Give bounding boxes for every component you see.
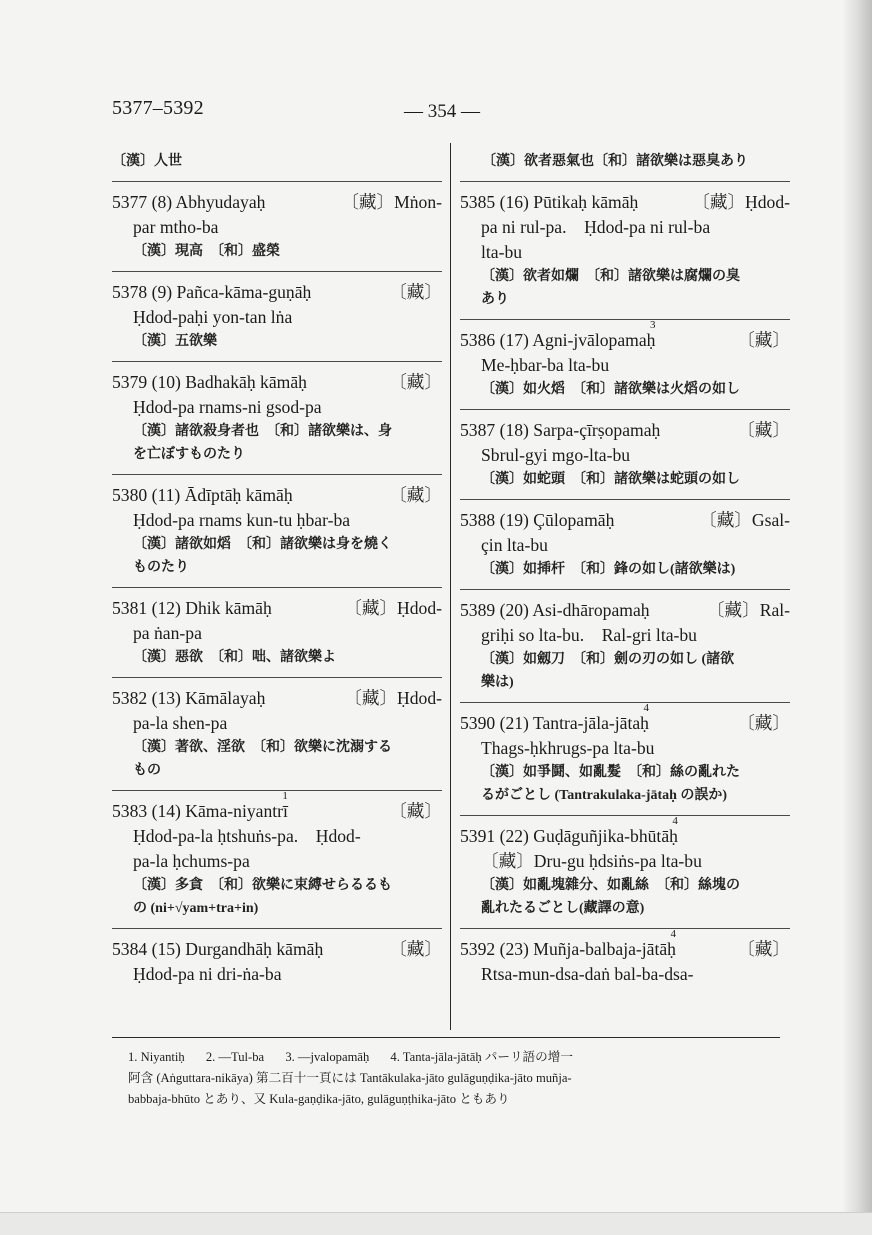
entry-headword: 5389 (20) Asi-dhāropamaḥ xyxy=(460,600,650,620)
right-top-note: 〔漢〕欲者惡氣也〔和〕諸欲樂は惡臭あり xyxy=(482,154,748,169)
entry-note: 〔漢〕五欲樂 xyxy=(133,334,217,349)
entry-note: 〔漢〕如爭鬪、如亂髮 〔和〕絲の亂れた xyxy=(481,765,740,780)
entry-note: 樂は) xyxy=(481,675,514,690)
tibetan-tag: 〔藏〕 xyxy=(389,801,442,821)
headword-text: 5392 (23) Muñja-balbaja-jātāḥ xyxy=(460,939,676,959)
entry-note: ものたり xyxy=(133,560,189,575)
entry-continuation: pa ṅan-pa xyxy=(133,623,202,643)
entry-continuation: Rtsa-mun-dsa-daṅ bal-ba-dsa- xyxy=(481,964,694,984)
entry-headword: 5387 (18) Sarpa-çīrṣopamaḥ xyxy=(460,420,661,440)
dictionary-entry xyxy=(112,790,442,920)
entry-separator xyxy=(112,587,442,588)
entry-note: 〔漢〕如亂塊雜分、如亂絲 〔和〕絲塊の xyxy=(481,878,740,893)
entry-note: 〔漢〕諸欲殺身者也 〔和〕諸欲樂は、身 xyxy=(133,424,392,439)
footnote-mark: 4 xyxy=(670,928,676,940)
dictionary-entry xyxy=(460,319,790,401)
left-column xyxy=(112,150,442,987)
footnote-mark: 4 xyxy=(672,815,678,827)
entry-headword xyxy=(460,815,678,849)
entry-separator xyxy=(460,409,790,410)
left-top-note: 〔漢〕人世 xyxy=(112,154,182,169)
tibetan-tag: 〔藏〕Ḥdod- xyxy=(692,192,790,212)
entry-headline xyxy=(460,702,790,736)
entry-separator xyxy=(460,928,790,929)
entry-continuation: Me-ḥbar-ba lta-bu xyxy=(481,355,610,375)
entry-note: あり xyxy=(481,292,509,307)
entry-continuation: 〔藏〕Dru-gu ḥdsiṅs-pa lta-bu xyxy=(481,851,702,871)
dictionary-entry xyxy=(112,483,442,579)
entry-headline xyxy=(112,790,442,824)
entry-continuation: pa ni rul-pa. Ḥdod-pa ni rul-ba xyxy=(481,217,711,237)
entry-separator xyxy=(460,815,790,816)
page-edge-shadow xyxy=(842,0,872,1234)
entry-headline xyxy=(112,190,442,215)
entry-note: 〔漢〕如劔刀 〔和〕劍の刃の如し (諸欲 xyxy=(481,652,735,667)
page-number: — 354 — xyxy=(404,101,480,122)
entry-headword xyxy=(112,790,288,824)
entry-note: 〔漢〕惡欲 〔和〕咄、諸欲樂よ xyxy=(133,650,336,665)
entry-note: 〔漢〕著欲、淫欲 〔和〕欲樂に沈溺する xyxy=(133,740,392,755)
entry-note: 〔漢〕如揷杆 〔和〕鋒の如し(諸欲樂は) xyxy=(481,562,736,577)
tibetan-tag: 〔藏〕 xyxy=(737,939,790,959)
dictionary-entry xyxy=(112,280,442,353)
tibetan-tag: 〔藏〕Ḥdod- xyxy=(344,688,442,708)
footnote-2: 2. —Tul-ba xyxy=(205,1050,265,1064)
entry-separator xyxy=(460,181,790,182)
footnote-line-1 xyxy=(128,1047,788,1068)
entry-headword: 5378 (9) Pañca-kāma-guṇāḥ xyxy=(112,282,312,302)
footnote-4: 4. Tanta-jāla-jātāḥ パーリ語の增一 xyxy=(390,1050,573,1064)
entry-note: るがごとし (Tantrakulaka-jātaḥ の誤か) xyxy=(481,788,728,803)
tibetan-tag: 〔藏〕 xyxy=(389,939,442,959)
dictionary-entry xyxy=(460,928,790,987)
tibetan-tag: 〔藏〕 xyxy=(389,372,442,392)
entry-note: 〔漢〕如蛇頭 〔和〕諸欲樂は蛇頭の如し xyxy=(481,472,740,487)
entry-note: 亂れたるごとし(藏譯の意) xyxy=(481,901,645,916)
entry-separator xyxy=(460,589,790,590)
tibetan-tag: 〔藏〕 xyxy=(389,485,442,505)
entry-continuation: Ḥdod-pa ni dri-ṅa-ba xyxy=(133,964,282,984)
dictionary-entry xyxy=(112,190,442,263)
footnote-line-3: babbaja-bhūto とあり、又 Kula-gaṇḍika-jāto, gulāguṇṭhika-jāto ともあり xyxy=(128,1092,510,1106)
entry-headline xyxy=(112,370,442,395)
dictionary-entry xyxy=(460,190,790,311)
footnotes xyxy=(128,1047,788,1110)
dictionary-entry xyxy=(460,815,790,920)
headword-text: 5391 (22) Guḍāguñjika-bhūtāḥ xyxy=(460,826,678,846)
entry-headline xyxy=(112,686,442,711)
entry-separator xyxy=(112,271,442,272)
footnote-mark: 4 xyxy=(643,702,649,714)
entry-headword: 5377 (8) Abhyudayaḥ xyxy=(112,192,266,212)
entry-headline xyxy=(112,280,442,305)
column-divider xyxy=(450,143,451,1030)
footnote-3: 3. —jvalopamāḥ xyxy=(285,1050,370,1064)
dictionary-entry xyxy=(112,596,442,669)
entry-headword: 5382 (13) Kāmālayaḥ xyxy=(112,688,266,708)
entry-separator xyxy=(460,319,790,320)
entry-continuation: Sbrul-gyi mgo-lta-bu xyxy=(481,445,631,465)
footnote-mark: 3 xyxy=(649,319,656,331)
entry-separator xyxy=(112,677,442,678)
scan-bottom-edge xyxy=(0,1212,872,1235)
tibetan-tag: 〔藏〕Mṅon- xyxy=(341,192,442,212)
entry-headword: 5384 (15) Durgandhāḥ kāmāḥ xyxy=(112,939,324,959)
dictionary-entry xyxy=(460,598,790,694)
footnote-1: 1. Niyantiḥ xyxy=(128,1050,185,1064)
dictionary-entry xyxy=(112,937,442,987)
entry-separator xyxy=(460,499,790,500)
entry-note: 〔漢〕諸欲如熖 〔和〕諸欲樂は身を燒く xyxy=(133,537,392,552)
entry-separator xyxy=(112,790,442,791)
entry-headline xyxy=(460,815,790,849)
tibetan-tag: 〔藏〕Gsal- xyxy=(699,510,790,530)
entry-headline xyxy=(112,483,442,508)
headword-text: 5386 (17) Agni-jvālopamaḥ xyxy=(460,330,656,350)
footnote-line-2: 阿含 (Aṅguttara-nikāya) 第二百十一頁には Tantākulaka-jāto gulāguṇḍika-jāto muñja- xyxy=(128,1071,572,1085)
entry-note: 〔漢〕現高 〔和〕盛榮 xyxy=(133,244,280,259)
entry-headword xyxy=(460,319,656,353)
headword-text: 5390 (21) Tantra-jāla-jātaḥ xyxy=(460,713,649,733)
entry-headword xyxy=(460,928,676,962)
entry-headline xyxy=(112,937,442,962)
entry-continuation: Ḥdod-pa rnams-ni gsod-pa xyxy=(133,397,322,417)
entry-headline xyxy=(460,319,790,353)
entry-headword xyxy=(460,702,649,736)
entry-note: を亡ぼすものたり xyxy=(133,447,245,462)
headword-text: 5383 (14) Kāma-niyantrī xyxy=(112,801,288,821)
entry-headword: 5385 (16) Pūtikaḥ kāmāḥ xyxy=(460,192,639,212)
tibetan-tag: 〔藏〕 xyxy=(737,330,790,350)
entry-headword: 5380 (11) Ādīptāḥ kāmāḥ xyxy=(112,485,293,505)
tibetan-tag: 〔藏〕 xyxy=(737,713,790,733)
entry-continuation: par mtho-ba xyxy=(133,217,219,237)
entry-headline xyxy=(112,596,442,621)
entry-continuation: pa-la shen-pa xyxy=(133,713,228,733)
dictionary-entry xyxy=(460,702,790,807)
footnote-mark: 1 xyxy=(282,790,288,802)
entry-separator xyxy=(112,928,442,929)
entry-separator xyxy=(460,702,790,703)
tibetan-tag: 〔藏〕Ral- xyxy=(706,600,790,620)
entry-headline xyxy=(460,928,790,962)
entry-continuation: Ḥdod-paḥi yon-tan lṅa xyxy=(133,307,293,327)
entry-headline xyxy=(460,508,790,533)
entry-headline xyxy=(460,418,790,443)
entry-continuation: pa-la ḥchums-pa xyxy=(133,851,250,871)
entry-continuation: Ḥdod-pa-la ḥtshuṅs-pa. Ḥdod- xyxy=(133,826,361,846)
entry-note: 〔漢〕多貪 〔和〕欲樂に束縛せらるるも xyxy=(133,878,392,893)
entry-note: もの xyxy=(133,763,161,778)
right-column xyxy=(460,150,790,987)
footnote-rule xyxy=(112,1037,780,1038)
dictionary-entry xyxy=(460,418,790,491)
entry-separator xyxy=(112,361,442,362)
entry-note: の (ni+√yam+tra+in) xyxy=(133,901,259,916)
entry-continuation: çin lta-bu xyxy=(481,535,548,555)
tibetan-tag: 〔藏〕 xyxy=(737,420,790,440)
entry-continuation: griḥi so lta-bu. Ral-gri lta-bu xyxy=(481,625,697,645)
entry-continuation: Thags-ḥkhrugs-pa lta-bu xyxy=(481,738,655,758)
entry-separator xyxy=(112,474,442,475)
dictionary-entry xyxy=(112,370,442,466)
entry-note: 〔漢〕欲者如爛 〔和〕諸欲樂は腐爛の臭 xyxy=(481,269,740,284)
entry-continuation: Ḥdod-pa rnams kun-tu ḥbar-ba xyxy=(133,510,351,530)
tibetan-tag: 〔藏〕 xyxy=(389,282,442,302)
entry-separator xyxy=(112,181,442,182)
entry-note: 〔漢〕如火熖 〔和〕諸欲樂は火熖の如し xyxy=(481,382,740,397)
tibetan-tag: 〔藏〕Ḥdod- xyxy=(344,598,442,618)
dictionary-entry xyxy=(112,686,442,782)
entry-headline xyxy=(460,190,790,215)
entry-headline xyxy=(460,598,790,623)
entry-headword: 5381 (12) Dhik kāmāḥ xyxy=(112,598,272,618)
dictionary-entry xyxy=(460,508,790,581)
entry-headword: 5388 (19) Çūlopamāḥ xyxy=(460,510,615,530)
page-range: 5377–5392 xyxy=(112,97,204,119)
entry-continuation: lta-bu xyxy=(481,242,523,262)
entry-headword: 5379 (10) Badhakāḥ kāmāḥ xyxy=(112,372,307,392)
